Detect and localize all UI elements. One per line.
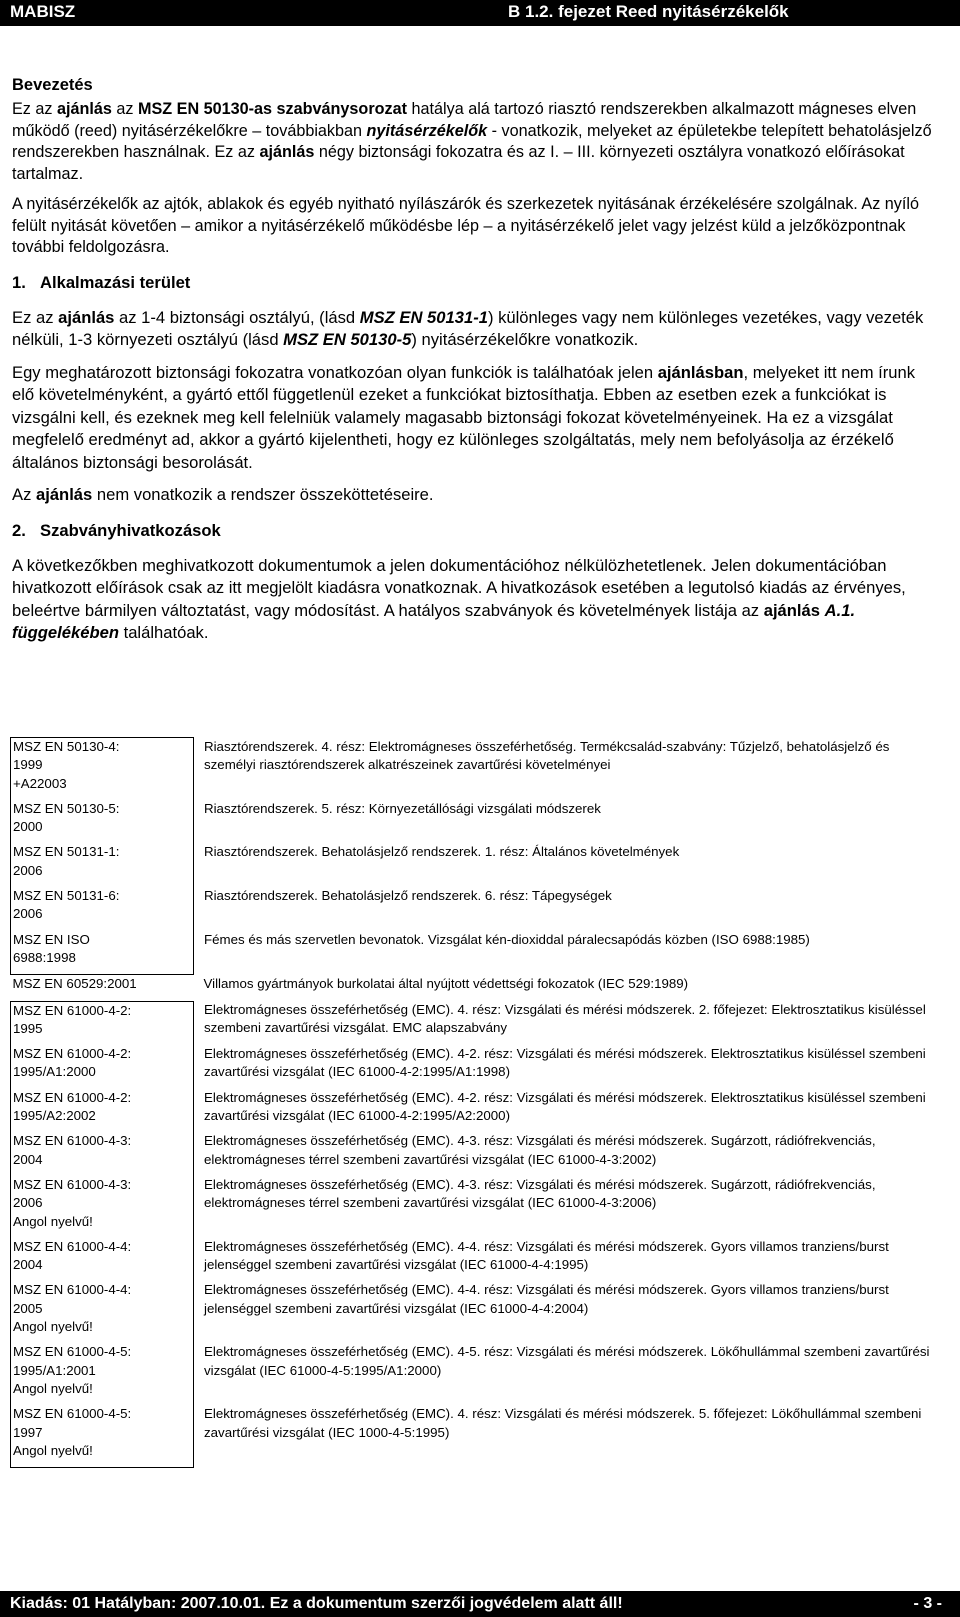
reference-code-line: 1999: [13, 757, 43, 773]
reference-code-line: MSZ EN 61000-4-5:: [13, 1406, 132, 1422]
reference-row: [11, 931, 934, 975]
section-1-paragraph-1: [12, 307, 932, 352]
text: A következőkben meghivatkozott dokumentumok a jelen dokumentációhoz nélkülözhetetlenek. Jelen dokumentációban hivatkozott előírások csak az itt megjelölt kiadásra vonatkoznak. A hivatkozások esetében a legutolsó kiadás az érvényes, beleértve bármilyen változtatást, vagy módosítást. A hatályos szabványok és követelmények listája az: [12, 555, 906, 620]
section-title: Alkalmazási terület: [40, 272, 191, 292]
text-bold: ajánlás: [56, 100, 112, 118]
section-number: 1.: [12, 272, 26, 292]
reference-code-line: 2004: [13, 1257, 43, 1273]
text-bold-italic: nyitásérzékelők: [366, 121, 488, 140]
reference-code-line: 1995: [13, 1020, 43, 1036]
reference-description: Elektromágneses összeférhetőség (EMC). 4-4. rész: Vizsgálati és mérési módszerek. Gyors villamos tranziens/burst jelenséggel szembeni zavartűrési vizsgálat (IEC 61000-4-4:2004): [204, 1282, 889, 1316]
reference-description: Elektromágneses összeférhetőség (EMC). 4-2. rész: Vizsgálati és mérési módszerek. Elektrosztatikus kisüléssel szembeni zavartűrési vizsgálat (IEC 61000-4-2:1995/A1:1998): [204, 1046, 926, 1080]
reference-code-line: 1995/A2:2002: [13, 1108, 96, 1124]
reference-row: [11, 975, 934, 1001]
reference-code-line: +A22003: [13, 775, 67, 791]
reference-description: Elektromágneses összeférhetőség (EMC). 4-2. rész: Vizsgálati és mérési módszerek. Elektrosztatikus kisüléssel szembeni zavartűrési vizsgálat (IEC 61000-4-2:1995/A2:2000): [204, 1089, 926, 1124]
reference-code-line: 6988:1998: [13, 949, 76, 965]
reference-code-line: MSZ EN 50131-6:: [13, 888, 120, 904]
reference-code: [11, 800, 194, 844]
reference-code: [11, 975, 194, 1001]
reference-row: [11, 1176, 934, 1238]
reference-description: Elektromágneses összeférhetőség (EMC). 4. rész: Vizsgálati és mérési módszerek. 2. főfejezet: Elektrosztatikus kisüléssel szembeni zavartűrési vizsgálat. EMC alapszabvány: [204, 1002, 926, 1036]
reference-code-line: 1995/A1:2000: [13, 1064, 96, 1080]
reference-code-line: 1997: [13, 1424, 43, 1440]
reference-code-line: Angol nyelvű!: [13, 1319, 93, 1335]
document-body: [12, 76, 932, 655]
reference-description: Elektromágneses összeférhetőség (EMC). 4-3. rész: Vizsgálati és mérési módszerek. Sugárzott, rádiófrekvenciás, elektromágneses térrel szembeni zavartűrési vizsgálat (IEC 61000-4-3:2006): [204, 1176, 876, 1211]
text: az: [111, 100, 138, 118]
reference-code-line: MSZ EN 61000-4-2:: [13, 1002, 132, 1018]
reference-code-line: 1995/A1:2001: [13, 1362, 96, 1378]
text: Ez az: [12, 100, 57, 118]
reference-row: [11, 738, 934, 800]
reference-row: [11, 843, 934, 887]
reference-code-line: MSZ EN 61000-4-4:: [13, 1282, 132, 1298]
section-number: 2.: [12, 520, 26, 540]
reference-code-line: MSZ EN 61000-4-4:: [13, 1238, 132, 1254]
reference-row: [11, 1001, 934, 1045]
reference-code-line: MSZ EN 61000-4-3:: [13, 1133, 132, 1149]
reference-row: [11, 1405, 934, 1467]
reference-description: Elektromágneses összeférhetőség (EMC). 4. rész: Vizsgálati és mérési módszerek. 5. főfejezet: Lökőhullámmal szembeni zavartűrési vizsgálat (IEC 1000-4-5:1995): [204, 1406, 922, 1440]
text: Ez az: [12, 307, 59, 327]
text-bold: MSZ EN 50130-as szabványsorozat: [137, 100, 407, 118]
intro-paragraph-1: [12, 99, 932, 185]
section-title: Szabványhivatkozások: [40, 520, 221, 540]
reference-description: Riasztórendszerek. 5. rész: Környezetállósági vizsgálati módszerek: [204, 800, 601, 816]
reference-code: [11, 738, 194, 800]
reference-code-line: 2005: [13, 1300, 43, 1316]
reference-code-line: MSZ EN 61000-4-2:: [13, 1046, 132, 1062]
reference-description: Riasztórendszerek. 4. rész: Elektromágneses összeférhetőség. Termékcsalád-szabvány: Tűzjelző, behatolásjelző és személyi riasztórendszerek alkatrészeinek zavartűrési követelményei: [204, 738, 890, 772]
reference-code-line: MSZ EN 61000-4-2:: [13, 1089, 132, 1105]
reference-description: Elektromágneses összeférhetőség (EMC). 4-4. rész: Vizsgálati és mérési módszerek. Gyors villamos tranziens/burst jelenséggel szembeni zavartűrési vizsgálat (IEC 61000-4-4:1995): [204, 1238, 889, 1273]
reference-code-line: 2006: [13, 1195, 43, 1211]
header-chapter: B 1.2. fejezet Reed nyitásérzékelők: [508, 2, 789, 21]
page-header: [0, 0, 960, 26]
intro-heading: Bevezetés: [12, 76, 93, 94]
reference-row: [11, 887, 934, 931]
reference-code-line: MSZ EN 61000-4-5:: [13, 1344, 132, 1360]
reference-table: [10, 737, 934, 1468]
reference-description: Villamos gyártmányok burkolatai által nyújtott védettségi fokozatok (IEC 529:1989): [203, 975, 689, 991]
reference-description: Fémes és más szervetlen bevonatok. Vizsgálat kén-dioxiddal páralecsapódás közben (ISO 6988:1985): [204, 931, 810, 947]
text: nem vonatkozik a rendszer összeköttetéseire.: [92, 485, 434, 504]
reference-code: [11, 1045, 194, 1089]
reference-code: [11, 887, 194, 931]
text: Egy meghatározott biztonsági fokozatra vonatkozóan olyan funkciók is találhatóak jelen: [12, 362, 658, 382]
reference-row: [11, 1281, 934, 1343]
section-1-paragraph-3: [12, 484, 932, 507]
reference-description: Riasztórendszerek. Behatolásjelző rendszerek. 6. rész: Tápegységek: [204, 888, 612, 904]
reference-row: [11, 1132, 934, 1176]
reference-code-line: MSZ EN 50130-4:: [13, 739, 120, 754]
reference-code-line: MSZ EN ISO: [13, 931, 90, 947]
text: - vonatkozik, melyeket az épületekbe telepített behatolásjelző rendszerekben használnak. Ez az: [12, 121, 932, 161]
reference-code-line: Angol nyelvű!: [13, 1380, 93, 1396]
reference-description: Elektromágneses összeférhetőség (EMC). 4-3. rész: Vizsgálati és mérési módszerek. Sugárzott, rádiófrekvenciás, elektromágneses térrel szembeni zavartűrési vizsgálat (IEC 61000-4-3:2002): [204, 1133, 876, 1167]
reference-description: Elektromágneses összeférhetőség (EMC). 4-5. rész: Vizsgálati és mérési módszerek. Lökőhullámmal szembeni zavartűrési vizsgálat (IEC 61000-4-5:1995/A1:2000): [204, 1344, 930, 1378]
reference-code: [11, 1343, 194, 1405]
reference-code: [11, 1001, 194, 1045]
reference-code-line: MSZ EN 60529:2001: [12, 976, 137, 992]
header-org: MABISZ: [10, 2, 76, 21]
reference-code-line: 2006: [13, 862, 43, 878]
reference-code-line: 2006: [13, 906, 43, 922]
text: ) nyitásérzékelőkre vonatkozik.: [411, 330, 639, 349]
reference-row: [11, 1343, 934, 1405]
reference-code-line: Angol nyelvű!: [13, 1442, 93, 1458]
reference-description: Riasztórendszerek. Behatolásjelző rendszerek. 1. rész: Általános követelmények: [204, 844, 680, 860]
reference-code-line: MSZ EN 50131-1:: [13, 844, 120, 860]
reference-row: [11, 1238, 934, 1282]
reference-code: [11, 1405, 194, 1467]
text: Az: [12, 485, 36, 504]
reference-code-line: 2004: [13, 1151, 43, 1167]
section-1-heading: [12, 273, 932, 293]
text-bold-italic: A.1. függelékében: [12, 600, 856, 642]
intro-paragraph-2: A nyitásérzékelők az ajtók, ablakok és egyéb nyitható nyílászárók és szerkezetek nyitásának érzékelésére szolgálnak. Az nyíló felült nyitását követően – amikor a nyitásérzékelő működésbe lép – a nyitásérzékelő jelet vagy jelzést küld a jelzőközpontnak további feldolgozásra.: [12, 195, 919, 256]
section-1-paragraph-2: [12, 362, 932, 475]
text: találhatóak.: [118, 623, 209, 642]
text: ) különleges vagy nem különleges vezetékes, vagy vezeték nélküli, 1-3 környezeti osztályú (lásd: [12, 307, 924, 349]
reference-code-line: MSZ EN 50130-5:: [13, 800, 120, 816]
text: , melyeket itt nem írunk elő követelményként, a gyártó ettől függetlenül ezeket a funkciókat biztosíthatja. Ebben az esetben ezek a funkciókat is vizsgálni kell, és ezeknek meg kell felelniük valamely magasabb biztonsági fokozat követelményeinek. Ha ez a vizsgálat megfelelő eredményt ad, akkor a gyártó kijelentheti, hogy ez különleges szolgáltatás, mely nem befolyásolja az érzékelő általános biztonsági besorolását.: [12, 362, 916, 472]
reference-code: [11, 1132, 194, 1176]
section-2-paragraph-1: [12, 555, 932, 645]
text-bold: ajánlás: [259, 143, 315, 161]
text-bold: ajánlásban: [657, 362, 744, 382]
reference-code: [11, 1176, 194, 1238]
section-2-heading: [12, 521, 932, 541]
reference-code: [11, 1089, 194, 1133]
reference-code-line: 2000: [13, 819, 43, 835]
reference-code: [11, 931, 194, 975]
text: négy biztonsági fokozatra és az I. – III. környezeti osztályra vonatkozó előírásokat tartalmaz.: [12, 143, 905, 183]
reference-code: [11, 843, 194, 887]
reference-row: [11, 800, 934, 844]
text-bold-italic: MSZ EN 50130-5: [283, 330, 412, 349]
reference-code-line: MSZ EN 61000-4-3:: [13, 1176, 132, 1192]
reference-row: [11, 1045, 934, 1089]
footer-issue-info: Kiadás: 01 Hatályban: 2007.10.01. Ez a dokumentum szerzői jogvédelem alatt áll!: [10, 1595, 623, 1612]
text-bold-italic: MSZ EN 50131-1: [359, 307, 488, 327]
text-bold: ajánlás: [763, 600, 820, 620]
reference-code: [11, 1238, 194, 1282]
text: hatálya alá tartozó riasztó rendszerekben alkalmazott mágneses elven működő (reed) nyitásérzékelőkre – továbbiakban: [12, 100, 917, 140]
page-number: - 3 -: [913, 1595, 942, 1612]
reference-code-line: Angol nyelvű!: [13, 1213, 93, 1229]
reference-code: [11, 1281, 194, 1343]
reference-row: [11, 1089, 934, 1133]
text: az 1-4 biztonsági osztályú, (lásd: [114, 307, 360, 327]
page-footer: [0, 1591, 960, 1617]
text-bold: ajánlás: [35, 485, 93, 504]
text-bold: ajánlás: [58, 307, 115, 327]
